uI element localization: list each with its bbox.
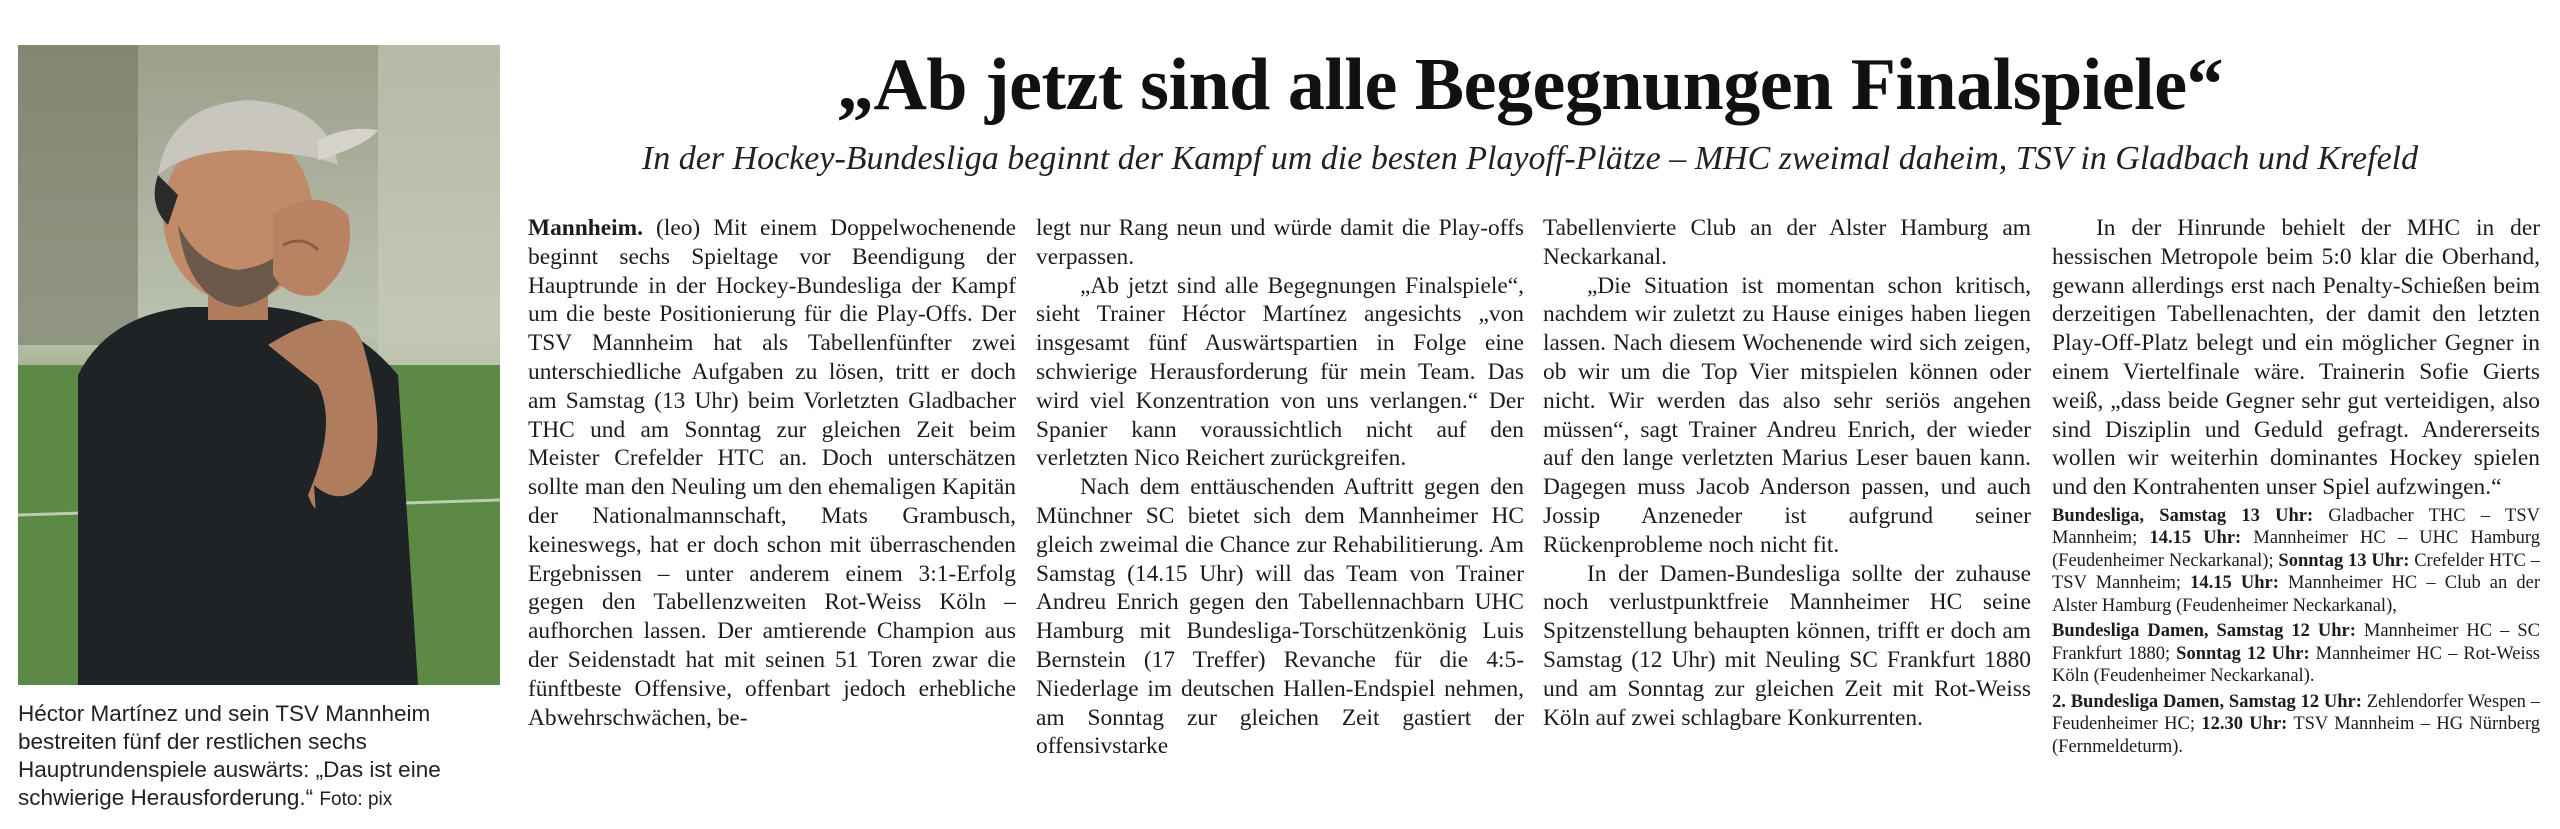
- schedule-text: Mannheimer HC – UHC Hamburg (Feudenheimer Neckarkanal);: [2052, 528, 2540, 571]
- paragraph: legt nur Rang neun und würde damit die Play-offs verpassen.: [1036, 215, 1524, 270]
- paragraph: In der Hinrunde behielt der MHC in der hessischen Metropole beim 5:0 klar die Oberhand, gewann allerdings erst nach Penalty-Schießen beim derzeitigen Tabellenachten, der damit den letzten Play-Off-Platz belegt und ein möglicher Gegner in einem Viertelfinale wäre. Trainerin Sofie Gierts weiß, „dass beide Gegner sehr gut verteidigen, also sind Disziplin und Geduld gefragt. Andererseits wollen wir weiterhin dominantes Hockey spielen und den Kontrahenten unser Spiel aufzwingen.“: [2052, 215, 2540, 501]
- schedule-text: Gladbacher THC – TSV Mannheim;: [2052, 505, 2540, 549]
- paragraph: Tabellenvierte Club an der Alster Hamburg am Neckarkanal.: [1543, 215, 2031, 270]
- coach-shouting-illustration: [18, 45, 500, 685]
- paragraph: Nach dem enttäuschenden Auftritt gegen den Münchner SC bietet sich dem Mannheimer HC gleich zweimal die Chance zur Rehabilitierung. Am Samstag (14.15 Uhr) will das Team von Trainer Andreu Enrich gegen den Tabellennachbarn UHC Hamburg mit Bundesliga-Torschützenkönig Luis Bernstein (17 Treffer) Revanche für die 4:5-Niederlage im deutschen Hallen-Endspiel nehmen, am Sonntag zur gleichen Zeit gastiert der offensivstarke: [1036, 474, 1524, 760]
- paragraph: „Ab jetzt sind alle Begegnungen Finalspiele“, sieht Trainer Héctor Martínez angesichts „von insgesamt fünf Auswärtspartien in Folge eine schwierige Herausforderung für mein Team. Das wird viel Konzentration von uns verlangen.“ Der Spanier kann voraussichtlich nicht auf den verletzten Nico Reichert zurückgreifen.: [1036, 272, 1524, 472]
- schedule-box: [2052, 505, 2540, 759]
- headline: „Ab jetzt sind alle Begegnungen Finalspiele“: [836, 44, 2224, 126]
- paragraph-text: (leo) Mit einem Doppelwochenende beginnt sechs Spieltage vor Beendigung der Hauptrunde in der Hockey-Bundesliga der Kampf um die beste Positionierung für die Play-Offs. Der TSV Mannheim hat als Tabellenfünfter zwei unterschiedliche Aufgaben zu lösen, tritt er doch am Samstag (13 Uhr) beim Vorletzten Gladbacher THC und am Sonntag zur gleichen Zeit beim Meister Crefelder HTC an. Doch unterschätzen sollte man den Neuling um den ehemaligen Kapitän der Nationalmannschaft, Mats Grambusch, keineswegs, hat er doch schon mit überraschenden Ergebnissen – unter anderem einem 3:1-Erfolg gegen den Tabellenzweiten Rot-Weiss Köln – aufhorchen lassen. Der amtierende Champion aus der Seidenstadt hat mit seinen 51 Toren zwar die fünftbeste Offensive, offenbart jedoch erhebliche Abwehrschwächen, be-: [528, 215, 1016, 731]
- schedule-label: 12.30 Uhr:: [2201, 714, 2288, 735]
- paragraph: [528, 214, 1016, 732]
- article-column-2: [1036, 214, 1524, 824]
- schedule-entry: [2052, 505, 2540, 618]
- schedule-label: Bundesliga, Samstag 13 Uhr:: [2052, 505, 2314, 526]
- schedule-entry: [2052, 691, 2540, 759]
- schedule-label: 2. Bundesliga Damen, Samstag 12 Uhr:: [2052, 691, 2362, 712]
- schedule-label: 14.15 Uhr:: [2149, 528, 2242, 549]
- photo-credit: Foto: pix: [319, 789, 393, 810]
- paragraph: In der Damen-Bundesliga sollte der zuhause noch verlustpunktfreie Mannheimer HC seine Spitzenstellung behaupten können, trifft er doch am Samstag (12 Uhr) mit Neuling SC Frankfurt 1880 und am Sonntag zur gleichen Zeit mit Rot-Weiss Köln auf zwei schlagbare Konkurrenten.: [1543, 560, 2031, 731]
- article-column-1: [528, 214, 1016, 824]
- schedule-text: Mannheimer HC – Club an der Alster Hamburg (Feudenheimer Neckarkanal),: [2052, 573, 2540, 616]
- schedule-text: Crefelder HTC – TSV Mannheim;: [2052, 550, 2540, 594]
- article-photo: [18, 45, 500, 685]
- article-column-3: [1543, 214, 2031, 824]
- schedule-label: Sonntag 12 Uhr:: [2176, 643, 2310, 664]
- schedule-label: Sonntag 13 Uhr:: [2278, 550, 2410, 571]
- photo-caption: [18, 700, 508, 814]
- dateline: Mannheim.: [528, 215, 644, 241]
- schedule-text: Mannheimer HC – SC Frankfurt 1880;: [2052, 621, 2540, 664]
- schedule-label: 14.15 Uhr:: [2190, 573, 2279, 594]
- paragraph: „Die Situation ist momentan schon kritisch, nachdem wir zuletzt zu Hause einiges haben liegen lassen. Nach diesem Wochenende wird sich zeigen, ob wir um die Top Vier mitspielen können oder nicht. Wir werden das also sehr seriös angehen müssen“, sagt Trainer Andreu Enrich, der wieder auf den lange verletzten Marius Leser bauen kann. Dagegen muss Jacob Anderson passen, und auch Jossip Anzeneder ist aufgrund seiner Rückenprobleme noch nicht fit.: [1543, 272, 2031, 558]
- schedule-label: Bundesliga Damen, Samstag 12 Uhr:: [2052, 621, 2356, 642]
- schedule-text: TSV Mannheim – HG Nürnberg (Fernmeldeturm).: [2052, 714, 2540, 757]
- subheadline: In der Hockey-Bundesliga beginnt der Kampf um die besten Playoff-Plätze – MHC zweimal daheim, TSV in Gladbach und Krefeld: [641, 140, 2419, 177]
- schedule-text: Mannheimer HC – Rot-Weiss Köln (Feudenheimer Neckarkanal).: [2052, 643, 2540, 687]
- article-column-4: [2052, 214, 2540, 824]
- schedule-text: Zehlendorfer Wespen – Feudenheimer HC;: [2052, 691, 2540, 735]
- caption-text: Héctor Martínez und sein TSV Mannheim bestreiten fünf der restlichen sechs Hauptrundenspiele auswärts: „Das ist eine schwierige Herausforderung.“: [18, 701, 441, 810]
- schedule-entry: [2052, 620, 2540, 688]
